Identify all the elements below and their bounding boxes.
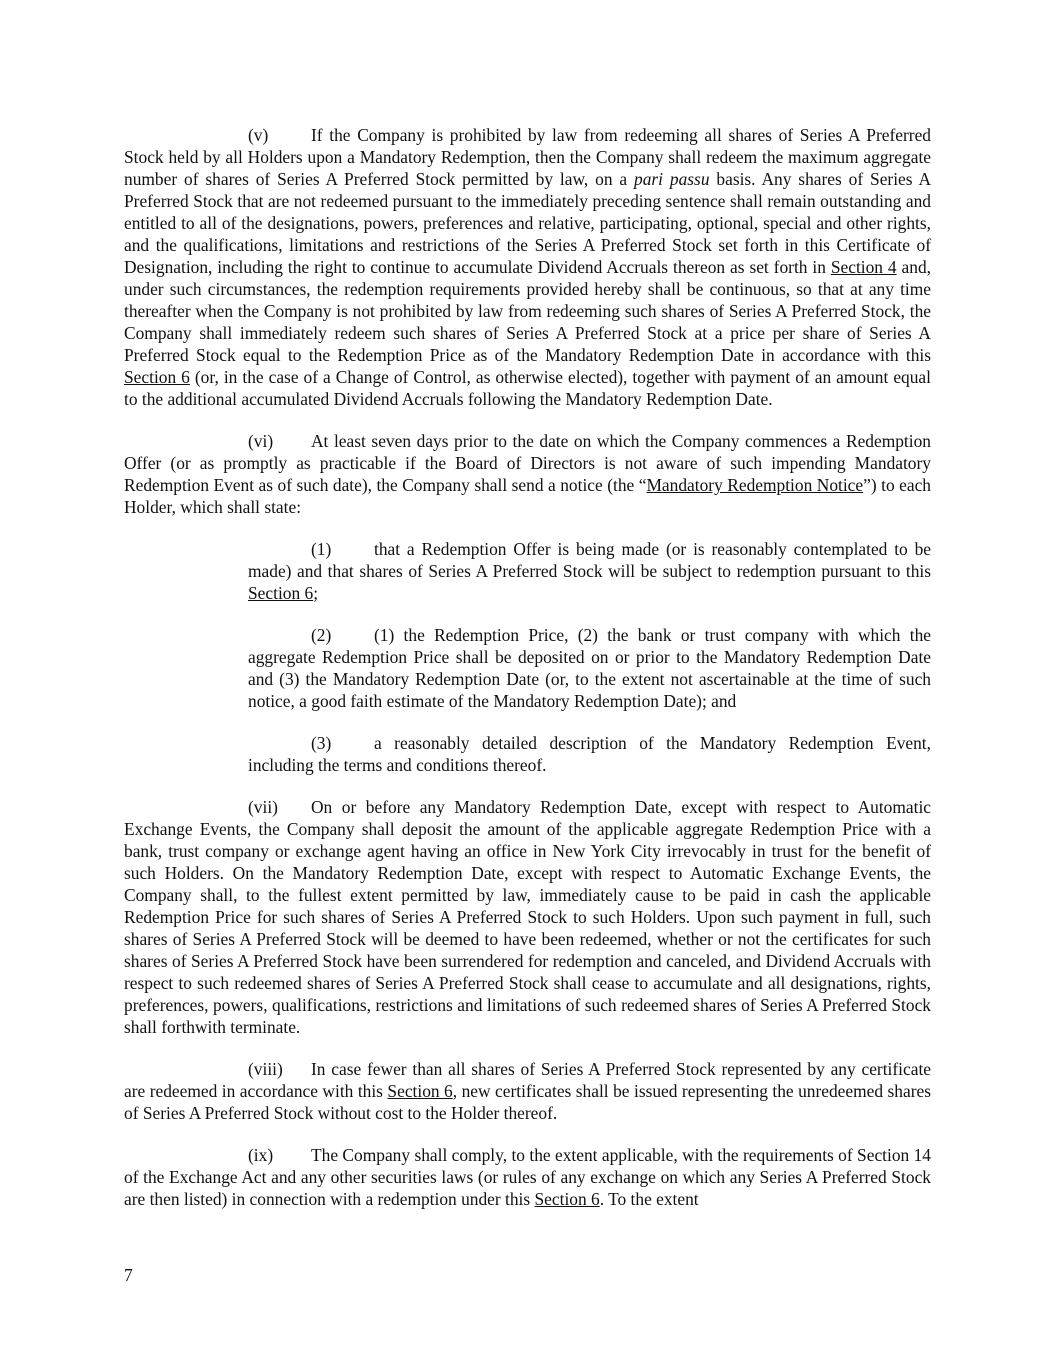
- paragraph-label: (v): [248, 125, 269, 145]
- paragraph-3: [248, 732, 931, 776]
- paragraph-text: ;: [313, 583, 319, 603]
- paragraph-text: (or, in the case of a Change of Control, as otherwise elected), together with payment of an amount equal to the additional accumulated Dividend Accruals following the Mandatory Redemption Date.: [124, 367, 931, 409]
- paragraph-viii: [124, 1058, 931, 1124]
- section-reference: Section 6: [248, 583, 314, 603]
- paragraph-label: (ix): [248, 1145, 274, 1165]
- paragraph-text: and, under such circumstances, the redemption requirements provided hereby shall be continuous, so that at any time thereafter when the Company is not prohibited by law from redeeming such shares of Series A Preferred Stock, the Company shall immediately redeem such shares of Series A Preferred Stock at a price per share of Series A Preferred Stock equal to the Redemption Price as of the Mandatory Redemption Date in accordance with this: [124, 257, 931, 365]
- paragraph-2: [248, 624, 931, 712]
- paragraph-text: . To the extent: [599, 1189, 699, 1209]
- paragraph-ix: [124, 1144, 931, 1210]
- section-reference: Section 6: [387, 1081, 453, 1101]
- section-reference: Section 6: [534, 1189, 600, 1209]
- document-body: [124, 124, 931, 1230]
- paragraph-label: (2): [311, 625, 332, 645]
- paragraph-vii: [124, 796, 931, 1038]
- paragraph-text: (1) the Redemption Price, (2) the bank or trust company with which the aggregate Redemption Price shall be deposited on or prior to the Mandatory Redemption Date and (3) the Mandatory Redemption Date (or, to the extent not ascertainable at the time of such notice, a good faith estimate of the Mandatory Redemption Date); and: [248, 625, 931, 711]
- paragraph-text: ”) to each Holder, which shall state:: [124, 475, 931, 517]
- paragraph-text: At least seven days prior to the date on which the Company commences a Redemption Offer (or as promptly as practicable if the Board of Directors is not aware of such impending Mandatory Redemption Event as of such date), the Company shall send a notice (the “: [124, 431, 931, 495]
- paragraph-label: (1): [311, 539, 332, 559]
- paragraph-text: , new certificates shall be issued representing the unredeemed shares of Series A Preferred Stock without cost to the Holder thereof.: [124, 1081, 931, 1123]
- italic-text: pari passu: [634, 169, 710, 189]
- paragraph-text: In case fewer than all shares of Series A Preferred Stock represented by any certificate are redeemed in accordance with this: [124, 1059, 931, 1101]
- paragraph-text: On or before any Mandatory Redemption Date, except with respect to Automatic Exchange Events, the Company shall deposit the amount of the applicable aggregate Redemption Price with a bank, trust company or exchange agent having an office in New York City irrevocably in trust for the benefit of such Holders. On the Mandatory Redemption Date, except with respect to Automatic Exchange Events, the Company shall, to the fullest extent permitted by law, immediately cause to be paid in cash the applicable Redemption Price for such shares of Series A Preferred Stock to such Holders. Upon such payment in full, such shares of Series A Preferred Stock will be deemed to have been redeemed, whether or not the certificates for such shares of Series A Preferred Stock have been surrendered for redemption and canceled, and Dividend Accruals with respect to such redeemed shares of Series A Preferred Stock shall cease to accumulate and all designations, rights, preferences, powers, qualifications, restrictions and limitations of such redeemed shares of Series A Preferred Stock shall forthwith terminate.: [124, 797, 931, 1037]
- paragraph-v: [124, 124, 931, 410]
- paragraph-text: a reasonably detailed description of the Mandatory Redemption Event, including the terms and conditions thereof.: [248, 733, 931, 775]
- page-number: 7: [124, 1265, 133, 1285]
- section-reference: Mandatory Redemption Notice: [646, 475, 864, 495]
- paragraph-label: (vii): [248, 797, 278, 817]
- paragraph-text: basis. Any shares of Series A Preferred Stock that are not redeemed pursuant to the immediately preceding sentence shall remain outstanding and entitled to all of the designations, powers, preferences and relative, participating, optional, special and other rights, and the qualifications, limitations and restrictions of the Series A Preferred Stock set forth in this Certificate of Designation, including the right to continue to accumulate Dividend Accruals thereon as set forth in: [124, 169, 932, 277]
- paragraph-label: (vi): [248, 431, 274, 451]
- paragraph-label: (3): [311, 733, 332, 753]
- paragraph-text: The Company shall comply, to the extent applicable, with the requirements of Section 14 of the Exchange Act and any other securities laws (or rules of any exchange on which any Series A Preferred Stock are then listed) in connection with a redemption under this: [124, 1145, 931, 1209]
- paragraph-text: If the Company is prohibited by law from redeeming all shares of Series A Preferred Stock held by all Holders upon a Mandatory Redemption, then the Company shall redeem the maximum aggregate number of shares of Series A Preferred Stock permitted by law, on a: [124, 125, 931, 189]
- paragraph-label: (viii): [248, 1059, 283, 1079]
- section-reference: Section 4: [830, 257, 897, 277]
- section-reference: Section 6: [124, 367, 190, 387]
- paragraph-text: that a Redemption Offer is being made (or is reasonably contemplated to be made) and that shares of Series A Preferred Stock will be subject to redemption pursuant to this: [248, 539, 931, 581]
- paragraph-1: [248, 538, 931, 604]
- paragraph-vi: [124, 430, 931, 518]
